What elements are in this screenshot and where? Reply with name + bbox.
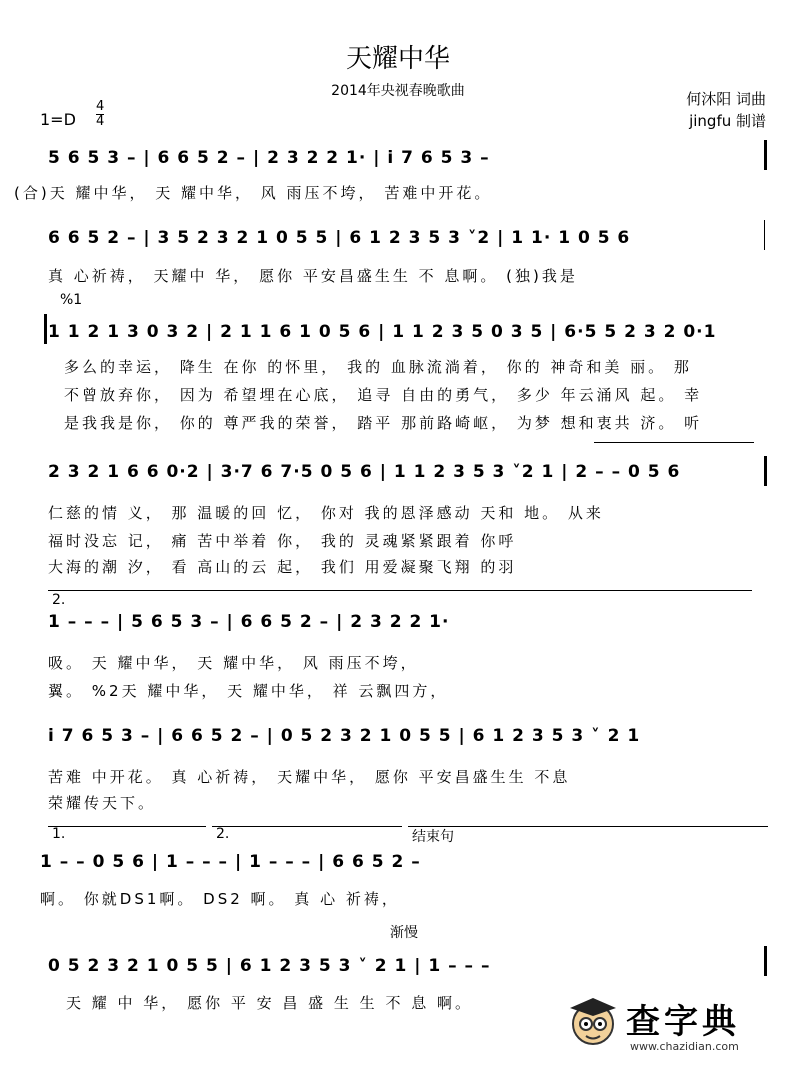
volta-bracket-row-4 bbox=[594, 442, 754, 443]
song-subtitle: 2014年央视春晚歌曲 bbox=[331, 83, 465, 99]
score-row-2-notes: 6 6 5 2 – | 3 5 2 3 2 1 0 5 5 | 6 1 2 3 5 3 ˅2 | 1 1· 1 0 5 6 bbox=[48, 228, 631, 248]
score-row-1-notes: 5 6 5 3 – | 6 6 5 2 – | 2 3 2 2 1· | i 7 6 5 3 – bbox=[48, 148, 490, 168]
time-signature bbox=[96, 100, 104, 129]
segno-1-mark: %1 bbox=[60, 292, 83, 308]
score-row-6-lyrics-verse-1: 苦难 中开花。 真 心祈祷， 天耀中华， 愿你 平安昌盛生生 不息 bbox=[48, 768, 571, 786]
ending-phrase-label: 结束句 bbox=[412, 829, 454, 845]
volta-1-bracket bbox=[48, 826, 206, 827]
watermark-url: www.chazidian.com bbox=[630, 1040, 739, 1053]
score-row-4-lyrics-verse-1: 仁慈的情 义， 那 温暖的回 忆， 你对 我的恩泽感动 天和 地。 从来 bbox=[48, 504, 604, 522]
tempo-marking: 渐慢 bbox=[390, 925, 418, 941]
volta-bracket-row-5 bbox=[48, 590, 752, 591]
score-row-7-lyrics: 啊。 你就DS1啊。 DS2 啊。 真 心 祈祷， bbox=[40, 890, 400, 908]
score-row-3-lyrics-verse-2: 不曾放弃你， 因为 希望埋在心底， 追寻 自由的勇气， 多少 年云涌风 起。 幸 bbox=[64, 386, 703, 404]
score-row-4-notes: 2 3 2 1 6 6 0·2 | 3·7 6 7·5 0 5 6 | 1 1 2 3 5 3 ˅2 1 | 2 – – 0 5 6 bbox=[48, 462, 681, 482]
song-title: 天耀中华 bbox=[345, 44, 450, 74]
barline-row-1-end bbox=[764, 140, 767, 170]
time-signature-bottom: 4 bbox=[96, 114, 105, 129]
score-row-6-lyrics-verse-2: 荣耀传天下。 bbox=[48, 794, 157, 812]
volta-1-label: 1. bbox=[52, 826, 66, 842]
score-row-2-lyrics: 真 心祈祷， 天耀中 华， 愿你 平安昌盛生生 不 息啊。 (独)我是 bbox=[48, 267, 578, 285]
score-row-3-lyrics-verse-1: 多么的幸运， 降生 在你 的怀里， 我的 血脉流淌着， 你的 神奇和美 丽。 那 bbox=[64, 358, 692, 376]
coda-bracket bbox=[408, 826, 768, 827]
time-signature-top: 4 bbox=[96, 99, 105, 114]
score-row-5-lyrics-verse-1: 吸。 天 耀中华， 天 耀中华， 风 雨压不垮， bbox=[48, 654, 419, 672]
score-row-6-notes: i 7 6 5 3 – | 6 6 5 2 – | 0 5 2 3 2 1 0 5 5 | 6 1 2 3 5 3 ˅ 2 1 bbox=[48, 726, 641, 746]
score-row-1-lyrics: (合)天 耀中华， 天 耀中华， 风 雨压不垮， 苦难中开花。 bbox=[14, 184, 493, 202]
watermark-logo bbox=[566, 990, 776, 1060]
volta-2-bracket bbox=[212, 826, 402, 827]
score-row-4-lyrics-verse-2: 福时没忘 记， 痛 苦中举着 你， 我的 灵魂紧紧跟着 你呼 bbox=[48, 532, 517, 550]
score-row-8-lyrics: 天 耀 中 华， 愿你 平 安 昌 盛 生 生 不 息 啊。 bbox=[66, 994, 473, 1012]
transcriber-credit: jingfu 制谱 bbox=[689, 112, 766, 130]
barline-row-2-end bbox=[764, 220, 765, 250]
final-barline bbox=[764, 946, 767, 976]
score-row-3-notes: 1 1 2 1 3 0 3 2 | 2 1 1 6 1 0 5 6 | 1 1 2 3 5 0 3 5 | 6·5 5 2 3 2 0·1 bbox=[48, 322, 717, 342]
lyricist-composer-credit: 何沐阳 词曲 bbox=[686, 90, 766, 108]
score-row-7-notes: 1 – – 0 5 6 | 1 – – – | 1 – – – | 6 6 5 2 – bbox=[40, 852, 421, 872]
volta-2-label: 2. bbox=[52, 592, 66, 608]
watermark-brand: 查字典 bbox=[626, 1002, 740, 1042]
repeat-start-barline bbox=[44, 314, 47, 344]
score-row-8-notes: 0 5 2 3 2 1 0 5 5 | 6 1 2 3 5 3 ˅ 2 1 | 1 – – – bbox=[48, 956, 491, 976]
score-row-5-lyrics-verse-2: 翼。 %2天 耀中华， 天 耀中华， 祥 云飘四方， bbox=[48, 682, 449, 700]
repeat-end-barline bbox=[764, 456, 767, 486]
score-row-3-lyrics-verse-3: 是我我是你， 你的 尊严我的荣誉， 踏平 那前路崎岖， 为梦 想和衷共 济。 听 bbox=[64, 414, 703, 432]
key-signature: 1=D bbox=[40, 110, 76, 129]
mascot-icon bbox=[566, 994, 620, 1048]
score-row-5-notes: 1 – – – | 5 6 5 3 – | 6 6 5 2 – | 2 3 2 2 1· bbox=[48, 612, 450, 632]
volta-2b-label: 2. bbox=[216, 826, 230, 842]
score-row-4-lyrics-verse-3: 大海的潮 汐， 看 高山的云 起， 我们 用爱凝聚飞翔 的羽 bbox=[48, 558, 517, 576]
